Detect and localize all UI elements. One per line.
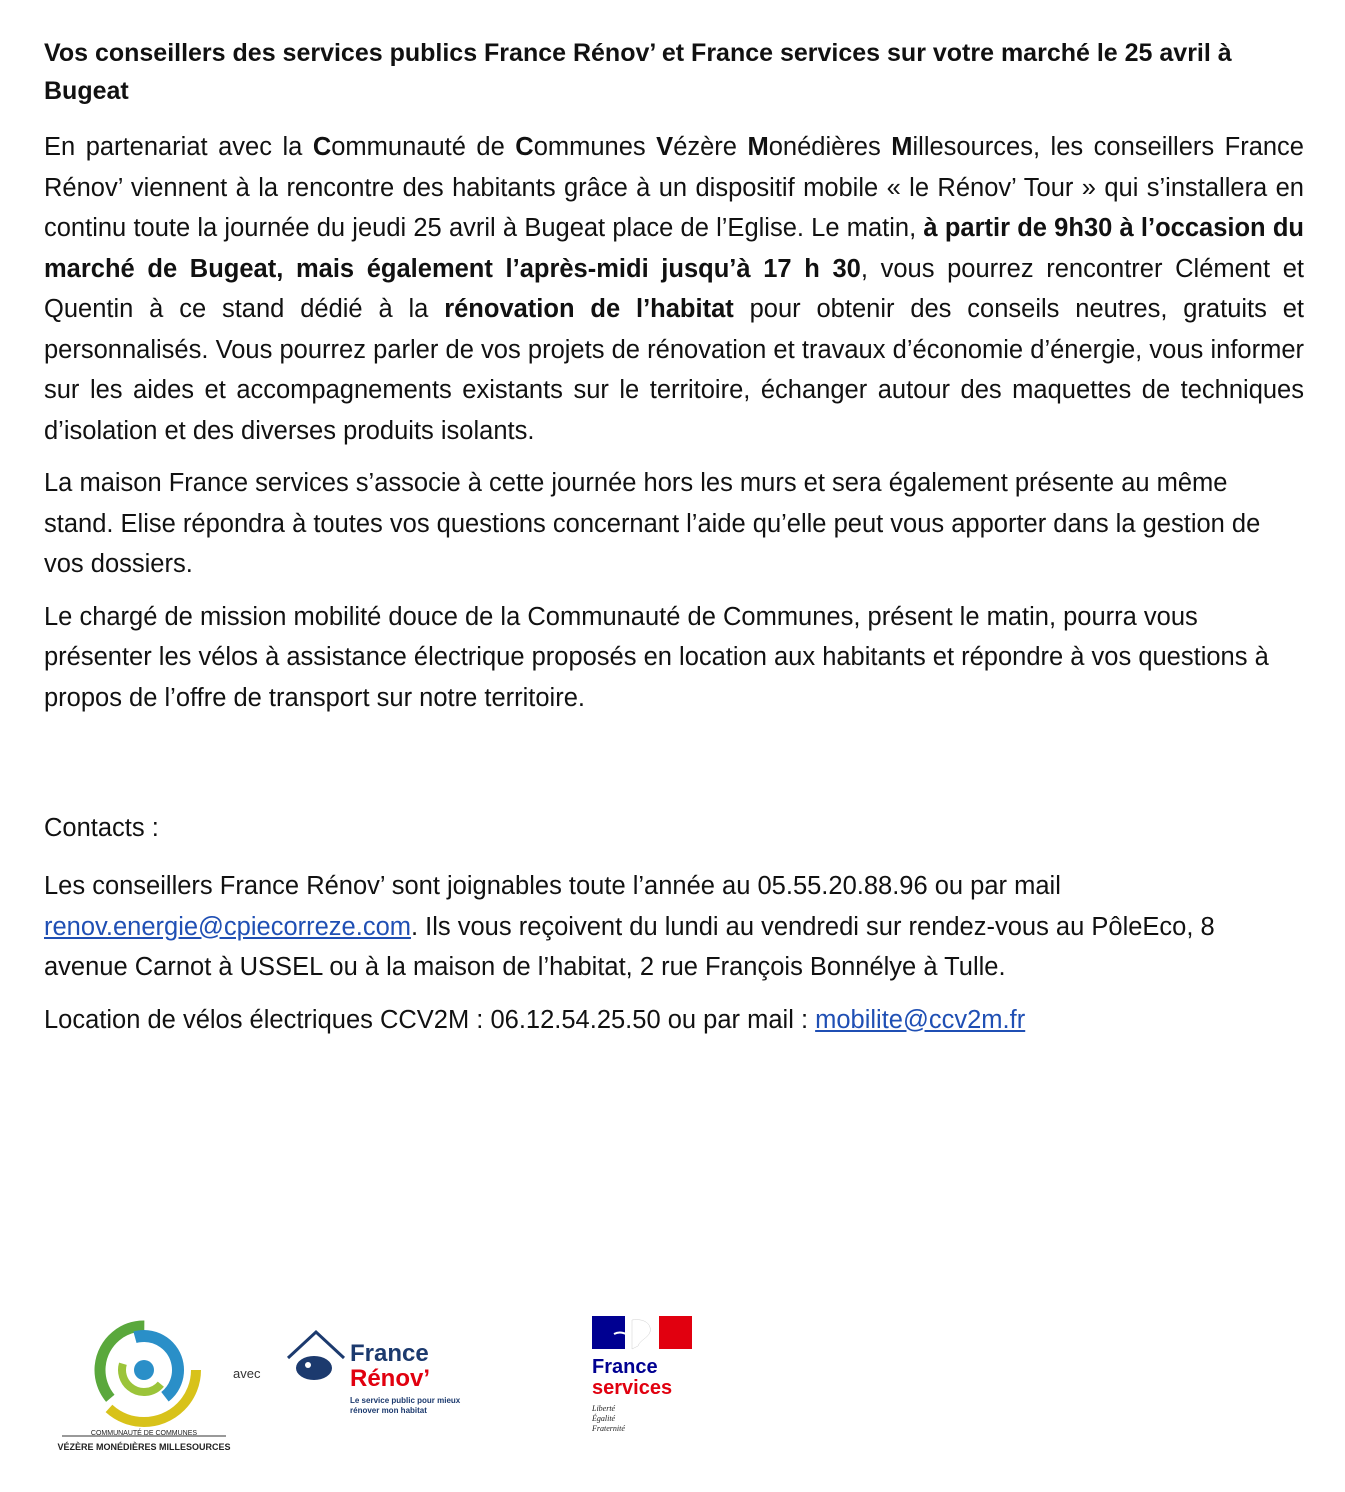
- paragraph-mobilite: Le chargé de mission mobilité douce de la Communauté de Communes, présent le matin, pourra vous présenter les vélos à assistance électrique proposés en location aux habitants et répondre à vos questions à propos de l’offre de transport sur notre territoire.: [44, 602, 1269, 712]
- motto-egalite: Égalité: [592, 1414, 616, 1423]
- renov-email-link[interactable]: renov.energie@cpiecorreze.com: [44, 912, 411, 941]
- paragraph-renov-tour: [44, 127, 1304, 451]
- contact-mobilite: [44, 1000, 1304, 1041]
- contact-mobilite-text: Location de vélos électriques CCV2M : 06.12.54.25.50 ou par mail :: [44, 1005, 816, 1034]
- p1-initial-c: C: [312, 133, 332, 161]
- p1-text: illesources, les conseillers France Rénov’ viennent à la rencontre des habitants grâce à un dispositif mobile « le Rénov’ Tour » qui s’installera en continu toute la journée du jeudi 25 avril à Bugeat place de l’Eglise. Le matin,: [44, 133, 1304, 242]
- contact-renov-text: Les conseillers France Rénov’ sont joignables toute l’année au 05.55.20.88.96 ou par mail: [44, 872, 1061, 900]
- logos-footer: [0, 1300, 1345, 1460]
- france-renov-logo: [282, 1324, 482, 1429]
- p1-initial-m2: M: [891, 133, 913, 161]
- p1-bold-schedule: à partir de 9h30 à l’occasion du marché de Bugeat, mais également l’après-midi jusqu’à 17 h 30: [44, 214, 1304, 283]
- p1-initial-c2: C: [515, 133, 534, 161]
- france-services-logo: [590, 1316, 705, 1441]
- contacts-heading: Contacts :: [44, 814, 159, 842]
- avec-label: avec: [233, 1366, 261, 1381]
- paragraph-france-services: La maison France services s’associe à cette journée hors les murs et sera également présente au même stand. Elise répondra à toutes vos questions concernant l’aide qu’elle peut vous apporter dans la gestion de vos dossiers.: [44, 469, 1261, 578]
- p1-text: ommunes: [533, 133, 657, 161]
- ccv2m-logo: [56, 1312, 232, 1452]
- p1-bold-renovation: rénovation de l’habitat: [444, 295, 734, 323]
- document-page: [44, 34, 1304, 1052]
- france-renov-word-2: Rénov’: [350, 1365, 431, 1392]
- france-renov-word-1: France: [350, 1340, 429, 1367]
- ccv2m-caption-1: COMMUNAUTÉ DE COMMUNES: [90, 1430, 198, 1437]
- france-renov-house-icon: [282, 1324, 352, 1394]
- p1-text: , vous pourrez rencontrer Clément et Quentin à ce stand dédié à la: [44, 254, 1304, 323]
- p1-text: onédières: [768, 133, 892, 161]
- spacer: [44, 730, 1304, 808]
- p1-initial-m: M: [747, 133, 769, 161]
- motto-liberte: Liberté: [592, 1404, 616, 1413]
- p1-text: pour obtenir des conseils neutres, gratuits et personnalisés. Vous pourrez parler de vos projets de rénovation et travaux d’économie d’énergie, vous informer sur les aides et accompagnements existants sur le territoire, échanger autour des maquettes de techniques d’isolation et des diverses produits isolants.: [44, 295, 1304, 445]
- ccv2m-caption-2: VÉZÈRE MONÉDIÈRES MILLESOURCES: [57, 1442, 231, 1452]
- france-renov-tagline-1: Le service public pour mieux: [350, 1396, 461, 1405]
- document-title: Vos conseillers des services publics France Rénov’ et France services sur votre marché le 25 avril à Bugeat: [44, 39, 1232, 105]
- motto-fraternite: Fraternité: [592, 1424, 625, 1433]
- france-services-word-2: services: [592, 1377, 673, 1399]
- france-services-word-1: France: [592, 1356, 658, 1378]
- contact-renov-text-after: . Ils vous reçoivent du lundi au vendredi sur rendez-vous au PôleEco, 8 avenue Carnot à USSEL ou à la maison de l’habitat, 2 rue François Bonnélye à Tulle.: [44, 912, 1215, 981]
- contact-renov: [44, 866, 1304, 988]
- marianne-flag-icon: [592, 1316, 692, 1360]
- p1-text: ommunauté de: [331, 133, 516, 161]
- mobilite-email-link[interactable]: mobilite@ccv2m.fr: [815, 1005, 1026, 1034]
- p1-text: En partenariat avec la: [44, 133, 313, 161]
- p1-initial-v: V: [656, 133, 674, 161]
- france-renov-tagline-2: rénover mon habitat: [350, 1406, 427, 1415]
- p1-text: ézère: [673, 133, 748, 161]
